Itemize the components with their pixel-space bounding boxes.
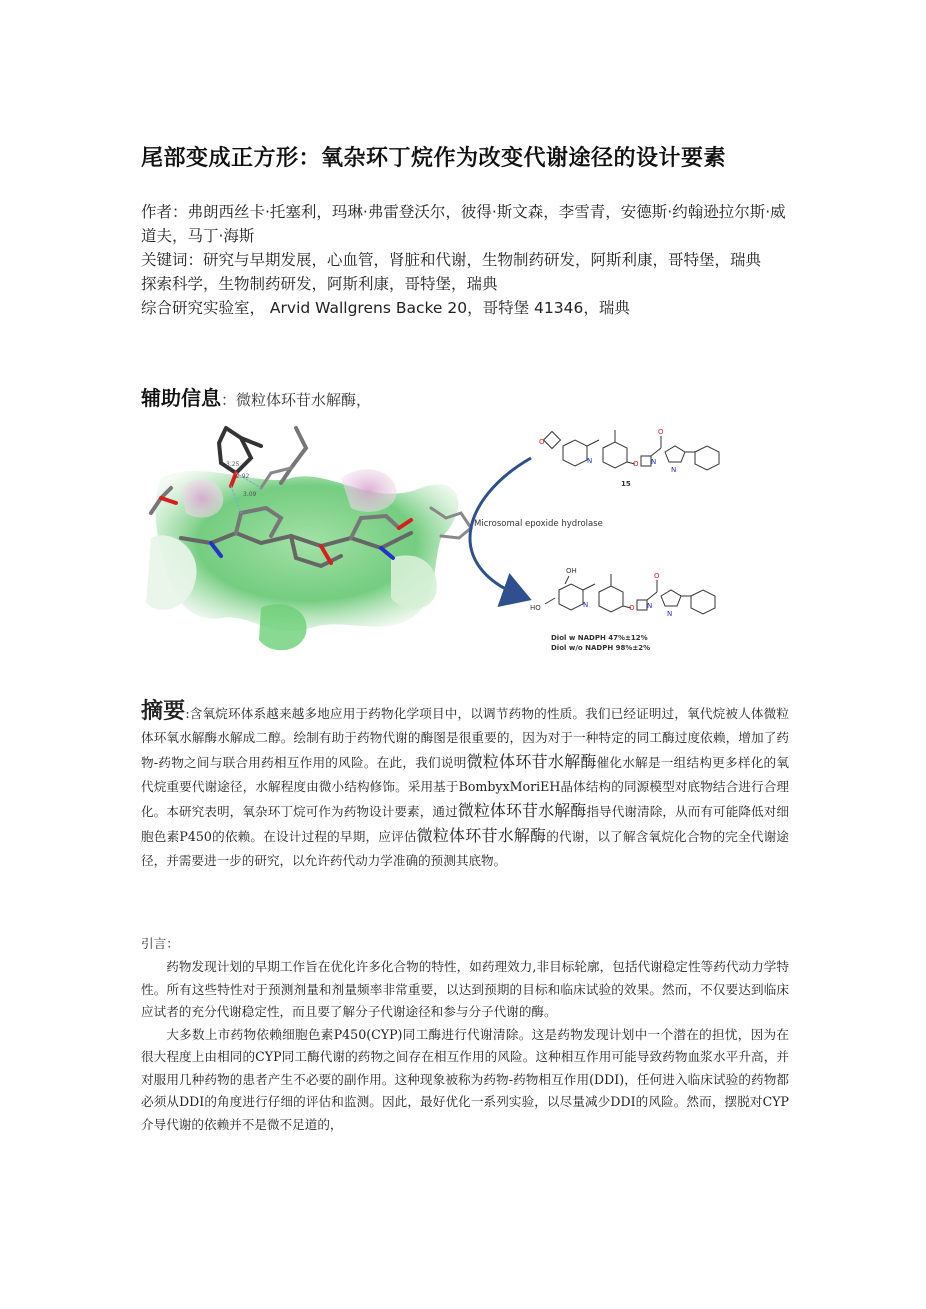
abstract-highlight-2: 微粒体环苷水解酶 (457, 801, 587, 820)
abstract-highlight-3: 微粒体环苷水解酶 (416, 826, 547, 845)
intro-paragraph-1: 药物发现计划的早期工作旨在优化许多化合物的特性，如药理效力,非目标轮廓，包括代谢稳定性等药代动力学特性。所有这些特性对于预测剂量和剂量频率非常重要，以达到预期的目标和临床试验的效果。然而，不仅要达到临床应试者的充分代谢稳定性，而且要了解分子代谢途径和参与分子代谢的酶。 (141, 959, 789, 1019)
diol-result-2: Diol w/o NADPH 98%±2% (551, 644, 651, 652)
paper-metadata (141, 200, 791, 320)
distance-label-1: 2.92 (236, 473, 250, 480)
abstract-text-2: 催化水解是一组结构更多样化的氧代烷重要代谢途径，水解程度由微小结构修饰。采用基于BombyxMoriEH晶体结构的同源模型对底物结合进行合理化。本研究表明，氧杂环丁烷可作为药物设计要素，通过 (141, 755, 789, 819)
paper-title: 尾部变成正方形：氧杂环丁烷作为改变代谢途径的设计要素 (141, 146, 727, 171)
atom-o-carbonyl: O (658, 428, 664, 436)
affiliation-line-1: 探索科学，生物制药研发，阿斯利康，哥特堡，瑞典 (141, 275, 498, 293)
atom-n-azetidine: N (651, 458, 657, 466)
keywords-line: 关键词：研究与早期发展，心血管，肾脏和代谢，生物制药研发，阿斯利康，哥特堡，瑞典 (141, 251, 762, 269)
atom-n-oxadiazole: N (671, 466, 677, 474)
supporting-info-colon: ： (221, 391, 237, 409)
abstract-paragraph (141, 700, 789, 873)
atom-o-oxetane: O (539, 438, 545, 446)
atom-oh: OH (566, 567, 577, 575)
supporting-info-heading: 辅助信息 (141, 386, 221, 410)
introduction-body (141, 956, 789, 1136)
atom-n-oxadiazole-diol: N (667, 610, 673, 618)
authors-line: 作者：弗朗西丝卡·托塞利，玛琳·弗雷登沃尔，彼得·斯文森，李雪青，安德斯·约翰逊拉尔斯·威道夫，马丁·海斯 (141, 203, 786, 245)
abstract-text-4: 的代谢，以了解含氧烷化合物的完全代谢途径，并需要进一步的研究，以允许药代动力学准确的预测其底物。 (141, 829, 790, 868)
atom-o-ether: O (633, 460, 639, 468)
distance-label-2: 3.09 (243, 491, 257, 498)
distance-label-3: 3.25 (226, 461, 240, 468)
affiliation-line-2: 综合研究实验室， Arvid Wallgrens Backe 20，哥特堡 41346，瑞典 (141, 299, 630, 317)
supporting-info (141, 382, 791, 411)
atom-n-azetidine-diol: N (647, 602, 653, 610)
atom-n-piperidine: N (587, 457, 593, 465)
graphical-abstract-figure (141, 418, 791, 668)
atom-o-carbonyl-diol: O (654, 572, 660, 580)
atom-n-piperidine-diol: N (583, 601, 589, 609)
atom-o-ether-diol: O (629, 604, 635, 612)
abstract-text-3: 指导代谢清除，从而有可能降低对细胞色素P450的依赖。在设计过程的早期，应评估 (141, 804, 789, 844)
atom-ho: HO (530, 604, 541, 612)
diol-result-1: Diol w NADPH 47%±12% (551, 634, 648, 642)
abstract-text-1: :含氧烷环体系越来越多地应用于药物化学项目中，以调节药物的性质。我们已经证明过，氧代烷被人体微粒体环氧水解酶水解成二醇。绘制有助于药物代谢的酶图是很重要的，因为对于一种特定的同工酶过度依赖，增加了药物-药物之间与联合用药相互作用的风险。在此，我们说明 (141, 706, 789, 770)
introduction-label: 引言： (141, 936, 179, 951)
arrow-enzyme-label: Microsomal epoxide hydrolase (474, 519, 603, 529)
figure-svg (141, 418, 791, 668)
supporting-info-text: 微粒体环苷水解酶， (236, 391, 372, 409)
compound-label: 15 (621, 480, 631, 488)
abstract-highlight-1: 微粒体环苷水解酶 (466, 752, 597, 771)
intro-paragraph-2: 大多数上市药物依赖细胞色素P450(CYP)同工酶进行代谢清除。这是药物发现计划中一个潜在的担忧，因为在很大程度上由相同的CYP同工酶代谢的药物之间存在相互作用的风险。这种相互作用可能导致药物血浆水平升高，并对服用几种药物的患者产生不必要的副作用。这种现象被称为药物-药物相互作用(DDI)，任何进入临床试验的药物都必须从DDI的角度进行仔细的评估和监测。因此，最好优化一系列实验，以尽量减少DDI的风险。然而，摆脱对CYP介导代谢的依赖并不是微不足道的， (141, 1026, 789, 1132)
abstract-heading: 摘要 (141, 699, 186, 724)
compound-15-structure (544, 430, 719, 470)
